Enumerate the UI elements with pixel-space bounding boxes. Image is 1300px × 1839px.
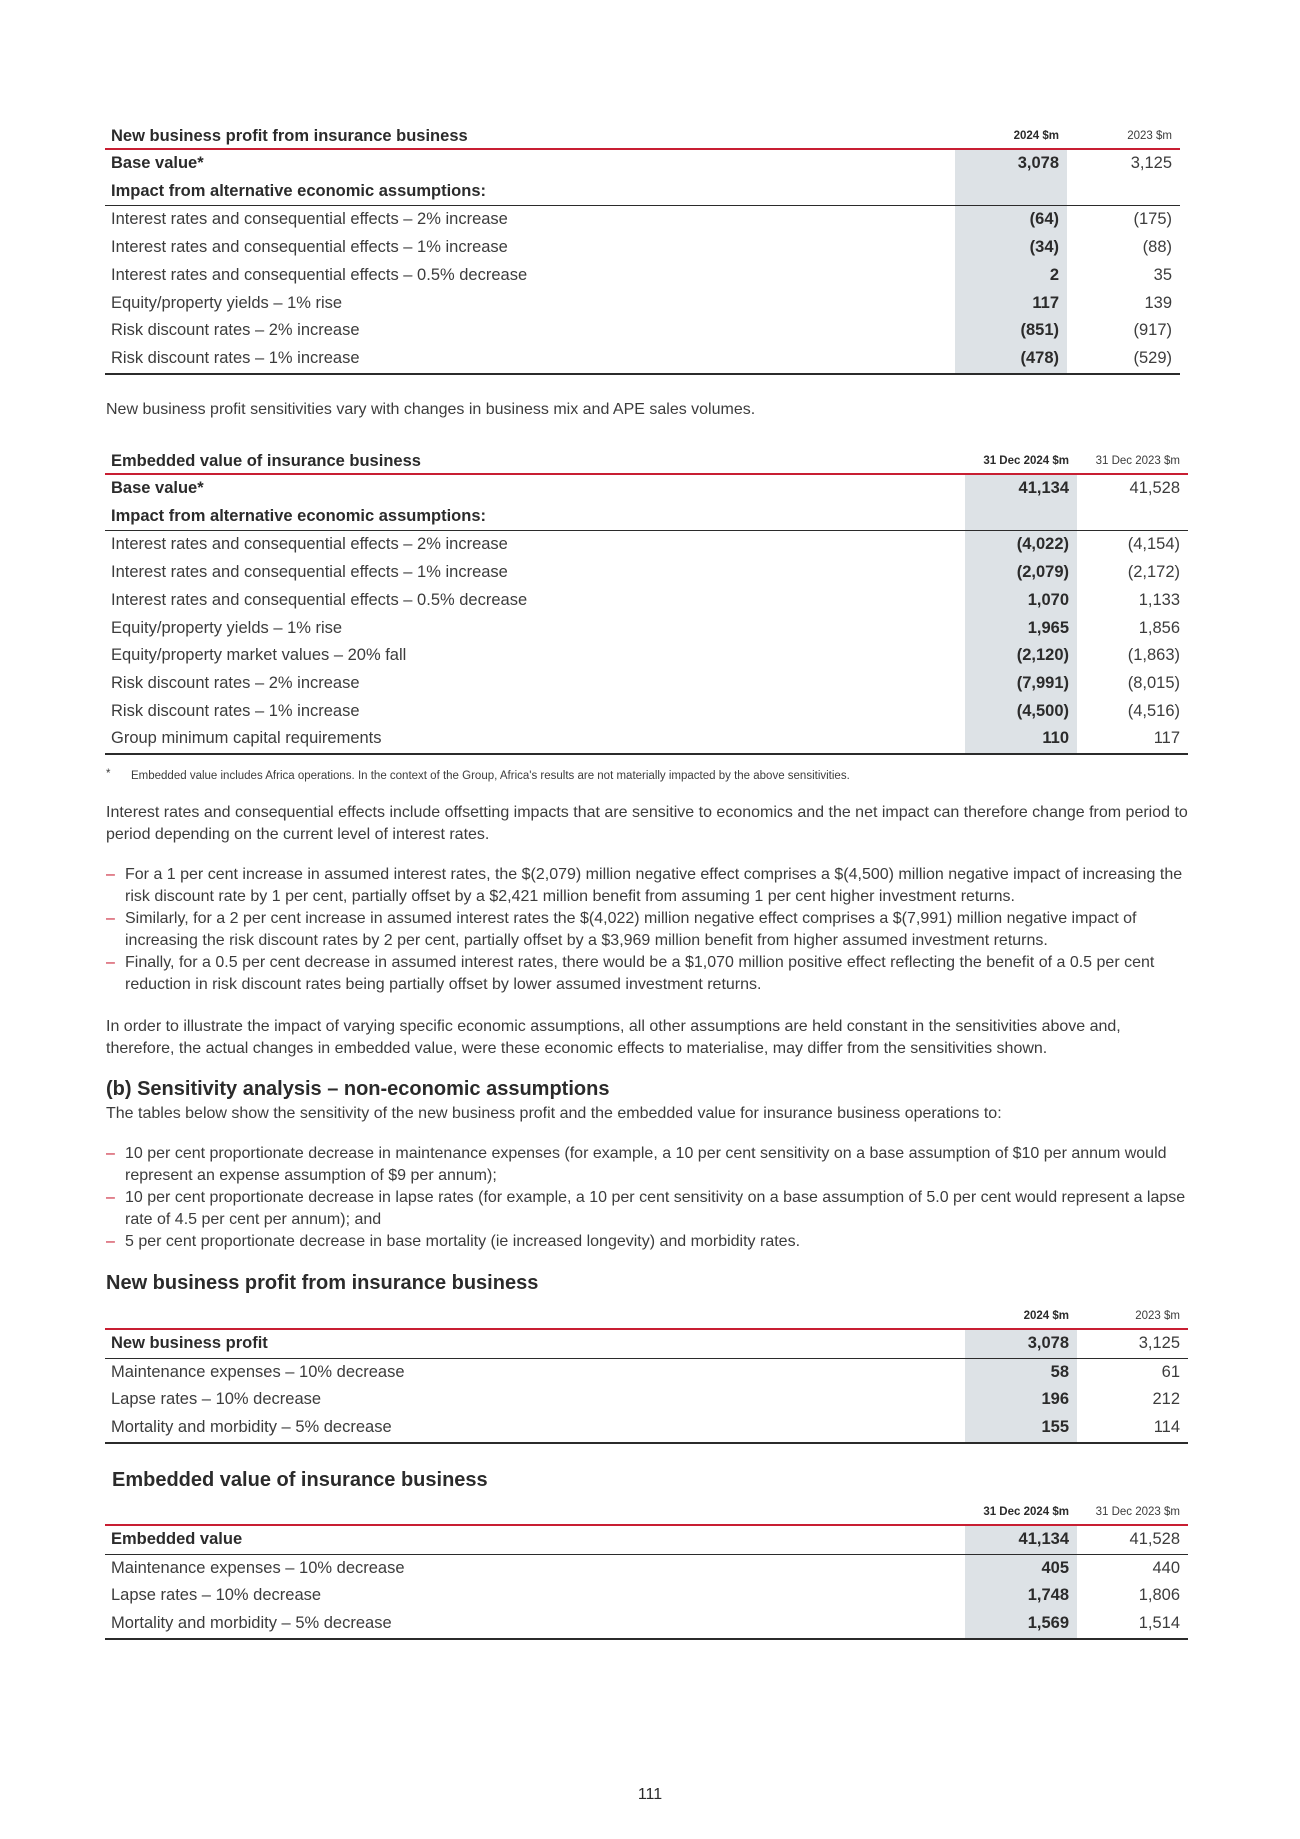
row-label: Equity/property yields – 1% rise [111,293,343,312]
value-prior: 1,514 [1077,1610,1188,1639]
value-prior: (1,863) [1127,646,1180,665]
row-label: Maintenance expenses – 10% decrease [111,1362,405,1381]
col-header-current: 31 Dec 2024 $m [965,449,1077,474]
table-row [105,290,1180,318]
table-row [105,1582,1188,1610]
row-label: Mortality and morbidity – 5% decrease [105,1414,965,1443]
row-label: Interest rates and consequential effects – 0.5% decrease [111,265,528,284]
row-label: Equity/property market values – 20% fall [111,646,407,665]
table-row [105,1610,1188,1639]
first-row [105,1329,1188,1358]
interest-rates-paragraph: Interest rates and consequential effects include offsetting impacts that are sensitive to economics and the net impact can therefore change from period to period depending on the current level of interest rates. [106,804,1188,843]
value-prior: 1,806 [1138,1586,1180,1605]
table-header-row [105,124,1180,149]
list-item: – Similarly, for a 2 per cent increase in assumed interest rates the $(4,022) million negative effect comprises a $(7,991) million negative impact of increasing the risk discount rates by 2 per cent, partially offset by a $3,969 million benefit from higher assumed investment returns. [106,910,1137,949]
row-label: Interest rates and consequential effects – 1% increase [111,238,508,257]
list-item-text: Similarly, for a 2 per cent increase in assumed interest rates the $(4,022) million negative effect comprises a $(7,991) million negative impact of increasing the risk discount rates by 2 per cent, partially offset by a $3,969 million benefit from higher assumed investment returns. [125,910,1137,949]
value-prior: (917) [1133,321,1172,340]
value-current: (2,079) [965,559,1077,587]
list-item: – For a 1 per cent increase in assumed interest rates, the $(2,079) million negative effect comprises a $(4,500) million negative impact of increasing the risk discount rate by 1 per cent, partially offset by a $2,421 million benefit from assuming 1 per cent higher investment returns. [106,866,1183,905]
row-label: Risk discount rates – 2% increase [111,321,360,340]
table-title: Embedded value of insurance business [105,449,965,474]
col-header-prior: 2023 $m [1067,124,1180,149]
row-label: Mortality and morbidity – 5% decrease [105,1610,965,1639]
table-row [105,1358,1188,1386]
nbp-noneconomic-heading: New business profit from insurance business [106,1272,539,1294]
value-current: 41,134 [965,1525,1077,1554]
value-current: 41,134 [965,474,1077,503]
value-current: (2,120) [965,642,1077,670]
col-header-current: 31 Dec 2024 $m [965,1500,1077,1525]
table-row [105,698,1188,726]
value-prior: 3,125 [1130,154,1172,172]
table-header-row [105,449,1188,474]
row-label: Risk discount rates – 1% increase [111,701,360,720]
value-current: 1,748 [965,1582,1077,1610]
table-row [105,1554,1188,1582]
table-row [105,1414,1188,1443]
nbp-noneconomic-table [105,1304,1188,1444]
value-prior: 1,856 [1138,618,1180,637]
table-row [105,345,1180,374]
value-prior: 440 [1152,1558,1180,1577]
row-label: Group minimum capital requirements [105,725,965,754]
row-label: Base value* [111,154,204,172]
table-row [105,206,1180,234]
table-header-row [105,1304,1188,1329]
row-label: Interest rates and consequential effects – 2% increase [111,210,508,229]
value-current: (4,022) [965,531,1077,559]
row-label: Base value* [111,479,204,497]
list-item: – 10 per cent proportionate decrease in lapse rates (for example, a 10 per cent sensitivity on a base assumption of 5.0 per cent would represent a lapse rate of 4.5 per cent per annum); and [106,1189,1186,1228]
value-current: 3,078 [955,149,1067,178]
list-item-text: 10 per cent proportionate decrease in maintenance expenses (for example, a 10 per cent sensitivity on a base assumption of $10 per annum would represent an expense assumption of $9 per annum); [125,1145,1167,1184]
row-label: Interest rates and consequential effects – 0.5% decrease [111,590,528,609]
table-row [105,559,1188,587]
section-b-intro: The tables below show the sensitivity of the new business profit and the embedded value for insurance business operations to: [106,1105,1002,1122]
footnote-marker: * [106,768,111,780]
table-row [105,615,1188,643]
assumptions-paragraph: In order to illustrate the impact of varying specific economic assumptions, all other assumptions are held constant in the sensitivities above and, therefore, the actual changes in embedded value, were these economic effects to materialise, may differ from the sensitivities shown. [106,1018,1121,1057]
col-header-current: 2024 $m [965,1304,1077,1329]
base-value-row [105,149,1180,178]
table-header-row [105,1500,1188,1525]
list-item-text: 5 per cent proportionate decrease in base mortality (ie increased longevity) and morbidity rates. [125,1233,801,1250]
row-label: Equity/property yields – 1% rise [111,618,343,637]
value-prior: 212 [1152,1390,1180,1409]
table-row [105,587,1188,615]
value-prior: 117 [1077,725,1188,754]
value-current: 405 [965,1554,1077,1582]
value-current: (4,500) [965,698,1077,726]
ev-noneconomic-heading: Embedded value of insurance business [112,1469,488,1491]
value-prior: 139 [1144,293,1172,312]
value-prior: (88) [1142,238,1172,257]
table-row [105,531,1188,559]
value-current: 1,569 [965,1610,1077,1639]
table-row [105,670,1188,698]
value-current: 58 [965,1358,1077,1386]
value-prior: (175) [1133,210,1172,229]
value-prior: 114 [1077,1414,1188,1443]
nbp-note: New business profit sensitivities vary with changes in business mix and APE sales volumes. [106,401,756,418]
row-label: Embedded value [105,1525,965,1554]
value-prior: 1,133 [1138,590,1180,609]
col-header-prior: 2023 $m [1077,1304,1188,1329]
value-current: 117 [955,290,1067,318]
value-current: (851) [955,317,1067,345]
table-title: New business profit from insurance business [105,124,955,149]
value-prior: 61 [1161,1362,1180,1381]
subheading: Impact from alternative economic assumptions: [105,178,955,206]
impact-subheading-row [105,503,1188,531]
table-row [105,234,1180,262]
row-label: Maintenance expenses – 10% decrease [111,1558,405,1577]
row-label: Lapse rates – 10% decrease [111,1390,322,1409]
value-current: 3,078 [965,1329,1077,1358]
value-prior: (8,015) [1127,673,1180,692]
economic-explanation-list [106,864,1191,996]
value-prior: 3,125 [1077,1329,1188,1358]
row-label: Risk discount rates – 2% increase [111,673,360,692]
non-economic-list [106,1143,1191,1253]
value-prior: 41,528 [1077,1525,1188,1554]
value-current: (64) [955,206,1067,234]
value-current: 110 [965,725,1077,754]
base-value-row [105,474,1188,503]
col-header-prior: 31 Dec 2023 $m [1077,449,1188,474]
value-prior: 35 [1153,265,1172,284]
value-current: (34) [955,234,1067,262]
table-row [105,262,1180,290]
value-prior: (529) [1067,345,1180,374]
first-row [105,1525,1188,1554]
list-item: – Finally, for a 0.5 per cent decrease in assumed interest rates, there would be a $1,070 million positive effect reflecting the benefit of a 0.5 per cent reduction in risk discount rates being partially offset by lower assumed investment returns. [106,954,1155,993]
row-label: Interest rates and consequential effects – 2% increase [111,535,508,554]
col-header-current: 2024 $m [955,124,1067,149]
subheading: Impact from alternative economic assumptions: [105,503,965,531]
ev-economic-table [105,449,1188,755]
value-prior: (4,516) [1127,701,1180,720]
list-item-text: For a 1 per cent increase in assumed interest rates, the $(2,079) million negative effect comprises a $(4,500) million negative impact of increasing the risk discount rate by 1 per cent, partially offset by a $2,421 million benefit from assuming 1 per cent higher investment returns. [125,866,1183,905]
col-header-prior: 31 Dec 2023 $m [1077,1500,1188,1525]
value-prior: 41,528 [1129,479,1180,497]
impact-subheading-row [105,178,1180,206]
value-current: 1,965 [965,615,1077,643]
row-label: Risk discount rates – 1% increase [105,345,955,374]
row-label: New business profit [105,1329,965,1358]
ev-noneconomic-table [105,1500,1188,1640]
list-item: – 5 per cent proportionate decrease in base mortality (ie increased longevity) and morbidity rates. [106,1233,801,1250]
list-item-text: 10 per cent proportionate decrease in lapse rates (for example, a 10 per cent sensitivity on a base assumption of 5.0 per cent would represent a lapse rate of 4.5 per cent per annum); and [125,1189,1186,1228]
value-prior: (2,172) [1127,563,1180,582]
nbp-economic-table [105,124,1180,375]
table-row [105,317,1180,345]
value-current: (478) [955,345,1067,374]
value-current: 1,070 [965,587,1077,615]
value-current: (7,991) [965,670,1077,698]
footnote: Embedded value includes Africa operations. In the context of the Group, Africa's results are not materially impacted by the above sensitivities. [131,770,850,782]
row-label: Interest rates and consequential effects – 1% increase [111,563,508,582]
value-current: 2 [955,262,1067,290]
value-current: 155 [965,1414,1077,1443]
value-current: 196 [965,1386,1077,1414]
row-label: Lapse rates – 10% decrease [111,1586,322,1605]
table-row [105,642,1188,670]
list-item-text: Finally, for a 0.5 per cent decrease in assumed interest rates, there would be a $1,070 million positive effect reflecting the benefit of a 0.5 per cent reduction in risk discount rates being partially offset by lower assumed investment returns. [125,954,1155,993]
page-number: 111 [637,1786,663,1803]
table-row [105,1386,1188,1414]
list-item: – 10 per cent proportionate decrease in maintenance expenses (for example, a 10 per cent sensitivity on a base assumption of $10 per annum would represent an expense assumption of $9 per annum); [106,1145,1167,1184]
table-row [105,725,1188,754]
section-b-heading: (b) Sensitivity analysis – non-economic assumptions [106,1078,610,1100]
value-prior: (4,154) [1127,535,1180,554]
